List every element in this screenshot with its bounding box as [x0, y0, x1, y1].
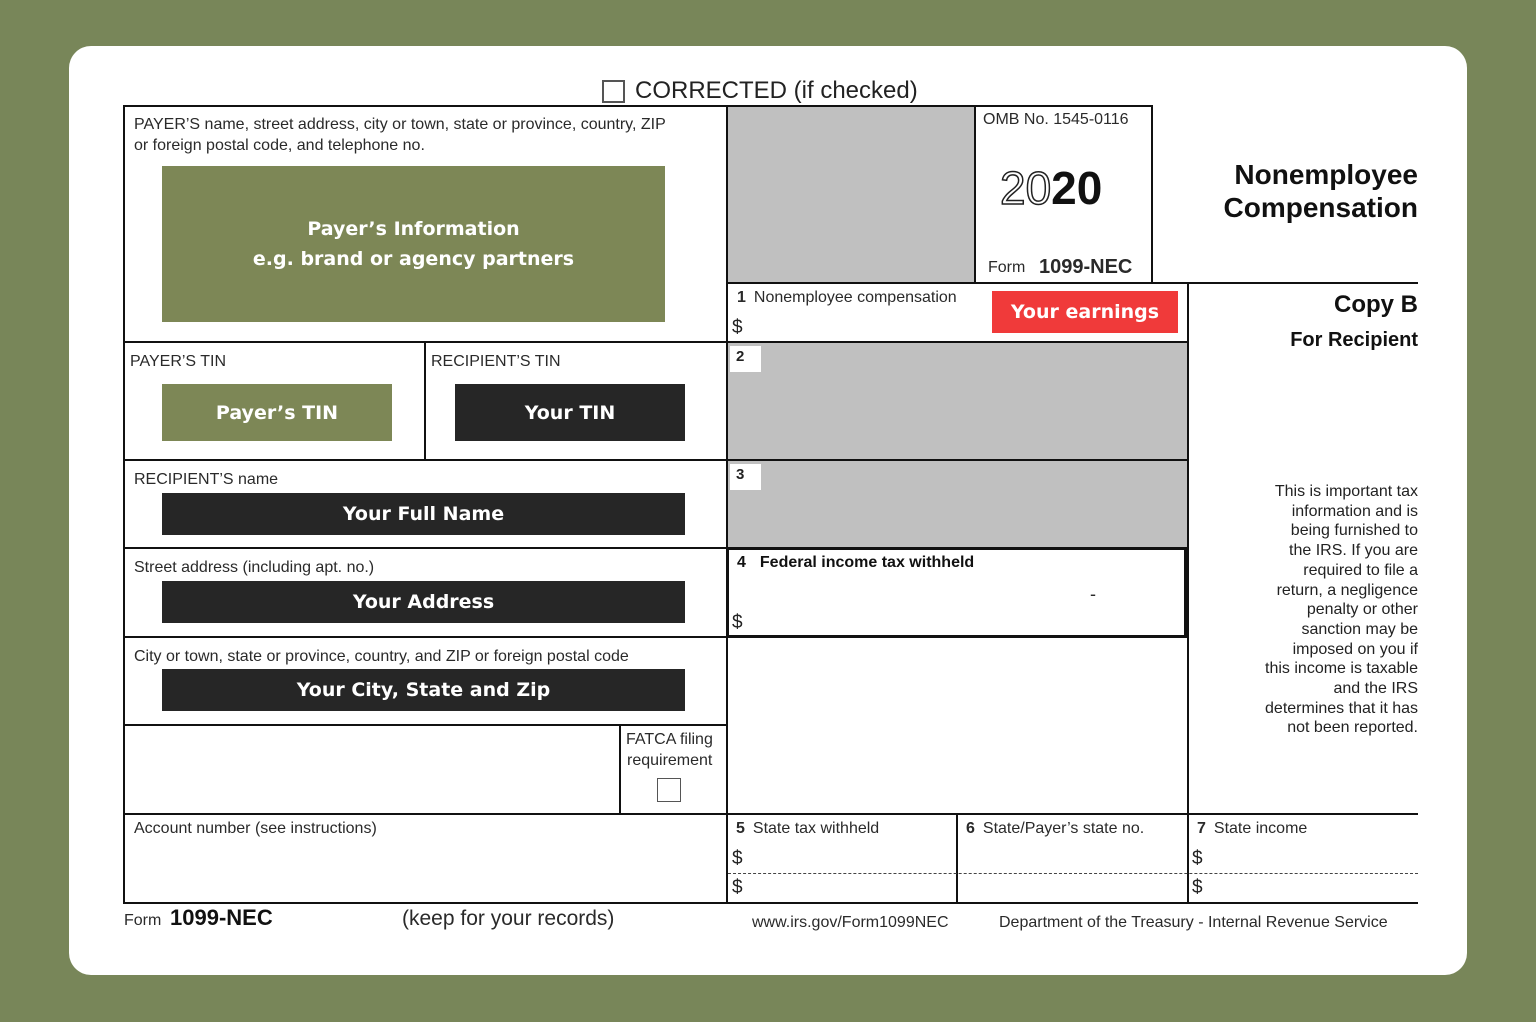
frame-line — [123, 105, 125, 904]
shaded-area — [728, 107, 974, 282]
recipient-name-value[interactable]: Your Full Name — [162, 493, 685, 535]
fatca-line1: FATCA filing — [626, 731, 713, 748]
payer-info-line2: e.g. brand or agency partners — [252, 248, 575, 270]
box6-label — [966, 819, 1144, 839]
tax-year-bold: 20 — [1051, 162, 1103, 214]
notice-line: sanction may be — [1301, 620, 1418, 638]
corrected-checkbox[interactable] — [602, 80, 625, 103]
tax-year-light: 20 — [1000, 162, 1052, 214]
box4-text: Federal income tax withheld — [759, 554, 975, 571]
frame-line — [123, 636, 728, 638]
footer-keep: (keep for your records) — [402, 907, 615, 930]
recipient-tin-label: RECIPIENT’S TIN — [431, 353, 561, 370]
corrected-label: CORRECTED (if checked) — [635, 77, 918, 104]
box4-label — [737, 553, 974, 573]
frame-line — [123, 813, 1418, 815]
box5-text: State tax withheld — [752, 820, 880, 837]
notice-line: determines that it has — [1265, 699, 1418, 717]
box6-text: State/Payer’s state no. — [982, 820, 1145, 837]
payer-tin-value[interactable]: Payer’s TIN — [162, 384, 392, 441]
notice-line: imposed on you if — [1292, 640, 1418, 658]
frame-line — [123, 724, 728, 726]
box6-number: 6 — [966, 820, 975, 837]
frame-line — [1151, 105, 1153, 283]
title-line1: Nonemployee — [1234, 159, 1418, 190]
box1-text: Nonemployee compensation — [753, 289, 957, 306]
copy-b-title: Copy B — [1334, 291, 1418, 318]
city-label: City or town, state or province, country, and ZIP or foreign postal code — [134, 648, 629, 665]
box1-number: 1 — [737, 289, 746, 306]
frame-line — [123, 902, 1418, 904]
recipient-notice — [1200, 482, 1418, 738]
payer-label-2: or foreign postal code, and telephone no. — [134, 137, 425, 154]
frame-line — [619, 724, 621, 814]
tax-year — [1000, 160, 1102, 216]
recipient-tin-value[interactable]: Your TIN — [455, 384, 685, 441]
footer-form-word: Form — [124, 912, 162, 929]
footer-url[interactable]: www.irs.gov/Form1099NEC — [752, 914, 949, 931]
recipient-name-label: RECIPIENT’S name — [134, 471, 279, 488]
form-word: Form — [988, 259, 1026, 276]
payer-tin-label: PAYER’S TIN — [130, 353, 227, 370]
notice-line: the IRS. If you are — [1289, 542, 1418, 560]
box3-number: 3 — [730, 464, 761, 490]
payer-info-line1: Payer’s Information — [307, 218, 520, 240]
box4-number: 4 — [737, 554, 746, 571]
fatca-line2: requirement — [627, 752, 713, 769]
form-title — [1160, 158, 1418, 224]
notice-line: being furnished to — [1290, 522, 1418, 540]
box5-label — [736, 819, 879, 839]
title-line2: Compensation — [1223, 192, 1418, 223]
account-label: Account number (see instructions) — [134, 820, 377, 837]
box1-earnings-value[interactable]: Your earnings — [992, 291, 1178, 333]
frame-line — [1187, 282, 1189, 904]
notice-line: return, a negligence — [1276, 581, 1418, 599]
box7-label — [1197, 819, 1307, 839]
notice-line: not been reported. — [1287, 719, 1418, 737]
frame-line — [424, 341, 426, 461]
box7-number: 7 — [1197, 820, 1206, 837]
street-label: Street address (including apt. no.) — [134, 559, 375, 576]
payer-label: PAYER’S name, street address, city or town, state or province, country, ZIP — [134, 116, 666, 133]
frame-line — [123, 547, 728, 549]
notice-line: information and is — [1291, 502, 1418, 520]
footer-form-number: 1099-NEC — [170, 905, 273, 930]
notice-line: This is important tax — [1274, 483, 1418, 500]
box1-dollar: $ — [732, 317, 743, 338]
form-number: 1099-NEC — [1039, 256, 1133, 278]
box5-dollar-1: $ — [732, 848, 743, 869]
city-value[interactable]: Your City, State and Zip — [162, 669, 685, 711]
shaded-area-box3 — [728, 461, 1187, 547]
for-recipient: For Recipient — [1290, 329, 1418, 351]
box4-dash: - — [1090, 584, 1096, 604]
box7-dollar-2: $ — [1192, 877, 1203, 898]
notice-line: and the IRS — [1333, 680, 1418, 698]
footer-dept: Department of the Treasury - Internal Revenue Service — [999, 914, 1388, 931]
box1-label — [737, 288, 957, 308]
street-value[interactable]: Your Address — [162, 581, 685, 623]
box5-number: 5 — [736, 820, 745, 837]
notice-line: required to file a — [1303, 561, 1418, 579]
omb-number: OMB No. 1545-0116 — [983, 111, 1129, 128]
box2-number: 2 — [730, 346, 761, 372]
fatca-checkbox[interactable] — [657, 778, 681, 802]
notice-line: penalty or other — [1306, 601, 1418, 619]
box5-dollar-2: $ — [732, 877, 743, 898]
shaded-area-box2 — [728, 343, 1187, 459]
payer-info-box[interactable] — [162, 166, 665, 322]
box4-dollar: $ — [732, 612, 743, 633]
notice-line: this income is taxable — [1265, 660, 1418, 678]
frame-line — [726, 282, 1418, 284]
box7-text: State income — [1213, 820, 1308, 837]
box7-dollar-1: $ — [1192, 848, 1203, 869]
frame-line — [956, 813, 958, 904]
state-divider — [728, 873, 1418, 874]
